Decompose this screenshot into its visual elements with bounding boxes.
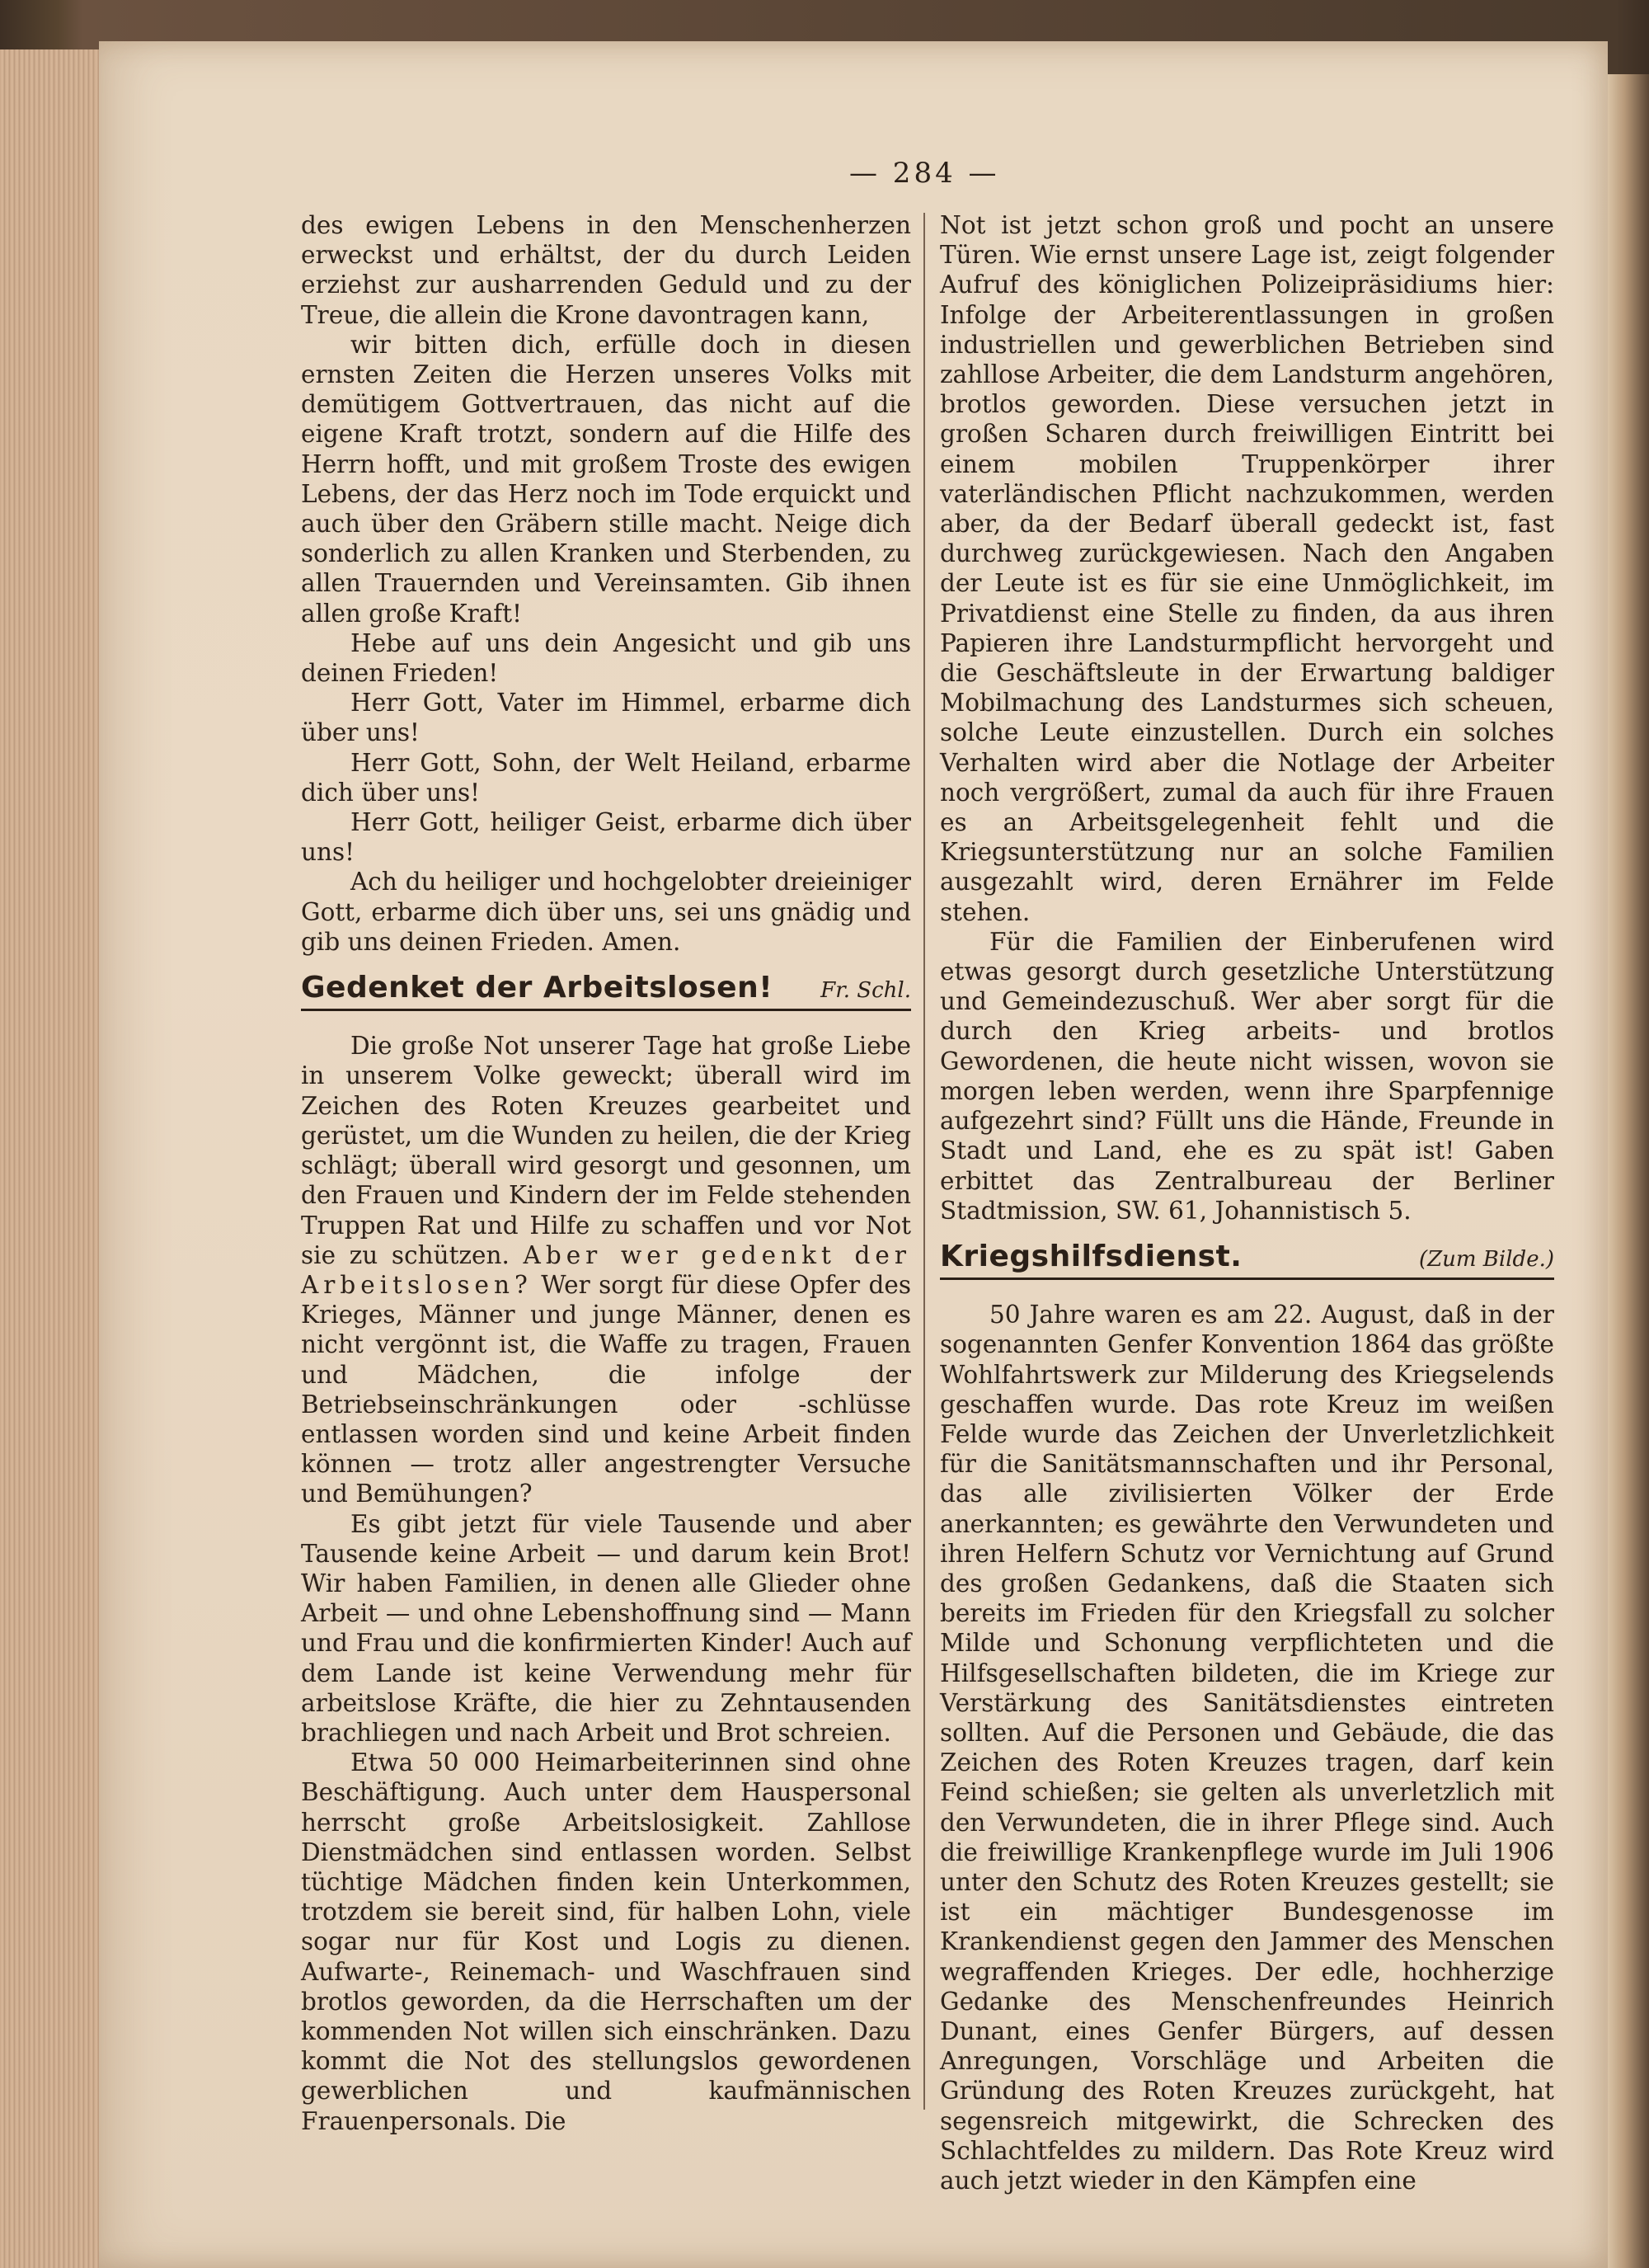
- prayer-paragraph: Herr Gott, heiliger Geist, erbarme dich über uns!: [301, 808, 911, 867]
- article-emphasis: Aber wer gedenkt der Arbeitslosen?: [301, 1240, 911, 1299]
- book-right-edge: [1608, 74, 1649, 2268]
- prayer-paragraph: wir bitten dich, erfülle doch in diesen ernsten Zeiten die Herzen unseres Volks mit demütigem Gottvertrauen, das nicht auf die eigene Kraft trotzt, sondern auf die Hilfe des Herrn hofft, und mit großem Troste des ewigen Lebens, der das Herz noch im Tode erquickt und auch über den Gräbern stille macht. Neige dich sonderlich zu allen Kranken und Sterbenden, zu allen Trauernden und Vereinsamten. Gib ihnen allen große Kraft!: [301, 330, 911, 628]
- article-paragraph: Es gibt jetzt für viele Tausende und aber Tausende keine Arbeit — und darum kein Brot! Wir haben Familien, in denen alle Glieder ohne Arbeit — und ohne Lebenshoffnung sind — Mann und Frau und die konfirmierten Kinder! Auch auf dem Lande ist keine Verwendung mehr für arbeitslose Kräfte, die hier zu Zehntausenden brachliegen und nach Arbeit und Brot schreien.: [301, 1509, 911, 1747]
- page-number: — 284 —: [849, 157, 1000, 190]
- left-column: [301, 210, 911, 2136]
- article-paragraph: Etwa 50 000 Heimarbeiterinnen sind ohne Beschäftigung. Auch unter dem Hauspersonal herrscht große Arbeitslosigkeit. Zahllose Dienstmädchen sind entlassen worden. Selbst tüchtige Mädchen finden kein Unterkommen, trotzdem sie bereit sind, für halben Lohn, viele sogar nur für Kost und Logis zu dienen. Aufwarte-, Reinemach- und Waschfrauen sind brotlos geworden, da die Herrschaften um der kommenden Not willen sich einschränken. Dazu kommt die Not des stellungslos gewordenen gewerblichen und kaufmännischen Frauenpersonals. Die: [301, 1748, 911, 2135]
- article-heading: [301, 973, 911, 1011]
- column-divider: [923, 213, 925, 2110]
- article-title: Gedenket der Arbeitslosen!: [301, 971, 773, 1005]
- article-title: Kriegshilfsdienst.: [940, 1239, 1243, 1273]
- right-column: [940, 210, 1554, 2195]
- prayer-paragraph: des ewigen Lebens in den Menschenherzen erweckst und erhältst, der du durch Leiden erziehst zur ausharrenden Geduld und zu der Treue, die allein die Krone davontragen kann,: [301, 211, 911, 329]
- article-paragraph: [301, 1031, 911, 1508]
- article-text: Wer sorgt für diese Opfer des Krieges, Männer und junge Männer, denen es nicht vergönnt ist, die Waffe zu tragen, Frauen und Mädchen, die infolge der Betriebseinschränkungen oder -schlüsse entlassen worden sind und keine Arbeit finden können — trotz aller angestrengter Versuche und Bemühungen?: [301, 1270, 911, 1508]
- article-paragraph: 50 Jahre waren es am 22. August, daß in der sogenannten Genfer Konvention 1864 das größte Wohlfahrtswerk zur Milderung des Kriegselends geschaffen wurde. Das rote Kreuz im weißen Felde wurde das Zeichen der Unverletzlichkeit für die Sanitätsmannschaften und ihr Personal, das alle zivilisierten Völker der Erde anerkannten; es gewährte den Verwundeten und ihren Helfern Schutz vor Vernichtung auf Grund des großen Gedankens, daß die Staaten sich bereits im Frieden für den Kriegsfall zu solcher Milde und Schonung verpflichteten und die Hilfsgesellschaften bildeten, die im Kriege zur Verstärkung des Sanitätsdienstes eintreten sollten. Auf die Personen und Gebäude, die das Zeichen des Roten Kreuzes tragen, darf kein Feind schießen; sie gelten als unverletzlich mit den Verwundeten, die in ihrer Pflege sind. Auch die freiwillige Krankenpflege wurde im Juli 1906 unter den Schutz des Roten Kreuzes gestellt; sie ist ein mächtiger Bundesgenosse im Krankendienst gegen den Jammer des Menschen wegraffenden Krieges. Der edle, hochherzige Gedanke des Menschenfreundes Heinrich Dunant, eines Genfer Bürgers, auf dessen Anregungen, Vorschläge und Arbeiten die Gründung des Roten Kreuzes zurückgeht, hat segensreich mitgewirkt, die Schrecken des Schlachtfeldes zu mildern. Das Rote Kreuz wird auch jetzt wieder in den Kämpfen eine: [940, 1301, 1554, 2195]
- prayer-paragraph: Herr Gott, Vater im Himmel, erbarme dich über uns!: [301, 689, 911, 747]
- prayer-paragraph: Herr Gott, Sohn, der Welt Heiland, erbarme dich über uns!: [301, 748, 911, 807]
- article-heading: [940, 1239, 1554, 1280]
- article-byline: Fr. Schl.: [820, 978, 911, 1004]
- prayer-paragraph: Hebe auf uns dein Angesicht und gib uns deinen Frieden!: [301, 628, 911, 688]
- article-paragraph: Für die Familien der Einberufenen wird etwas gesorgt durch gesetzliche Unterstützung und Gemeindezuschuß. Wer aber sorgt für die durch den Krieg arbeits- und brotlos Gewordenen, die heute nicht wissen, wovon sie morgen leben werden, wenn ihre Sparpfennige aufgezehrt sind? Füllt uns die Hände, Freunde in Stadt und Land, ehe es zu spät ist! Gaben erbittet das Zentralbureau der Berliner Stadtmission, SW. 61, Johannistisch 5.: [940, 927, 1554, 1225]
- prayer-paragraph: Ach du heiliger und hochgelobter dreieiniger Gott, erbarme dich über uns, sei uns gnädig und gib uns deinen Frieden. Amen.: [301, 868, 911, 956]
- book-page-edges: [0, 49, 101, 2268]
- article-paragraph: Not ist jetzt schon groß und pocht an unsere Türen. Wie ernst unsere Lage ist, zeigt folgender Aufruf des königlichen Polizeipräsidiums hier: Infolge der Arbeiterentlassungen in großen industriellen und gewerblichen Betrieben sind zahllose Arbeiter, die dem Landsturm angehören, brotlos geworden. Diese versuchen jetzt in großen Scharen durch freiwilligen Eintritt bei einem mobilen Truppenkörper ihrer vaterländischen Pflicht nachzukommen, werden aber, da der Bedarf überall gedeckt ist, fast durchweg zurückgewiesen. Nach den Angaben der Leute ist es für sie eine Unmöglichkeit, im Privatdienst eine Stelle zu finden, da aus ihren Papieren ihre Landsturmpflicht hervorgeht und die Geschäftsleute in der Erwartung baldiger Mobilmachung des Landsturmes sich scheuen, solche Leute einzustellen. Durch ein solches Verhalten wird aber die Notlage der Arbeiter noch vergrößert, zumal da auch für ihre Frauen es an Arbeitsgelegenheit fehlt und die Kriegsunterstützung nur an solche Familien ausgezahlt wird, deren Ernährer im Felde stehen.: [940, 211, 1554, 926]
- article-text: Die große Not unserer Tage hat große Liebe in unserem Volke geweckt; überall wird im Zeichen des Roten Kreuzes gearbeitet und gerüstet, um die Wunden zu heilen, die der Krieg schlägt; überall wird gesorgt und gesonnen, um den Frauen und Kindern der im Felde stehenden Truppen Rat und Hilfe zu schaffen und vor Not sie zu schützen.: [301, 1032, 911, 1269]
- article-byline: (Zum Bilde.): [1418, 1246, 1554, 1272]
